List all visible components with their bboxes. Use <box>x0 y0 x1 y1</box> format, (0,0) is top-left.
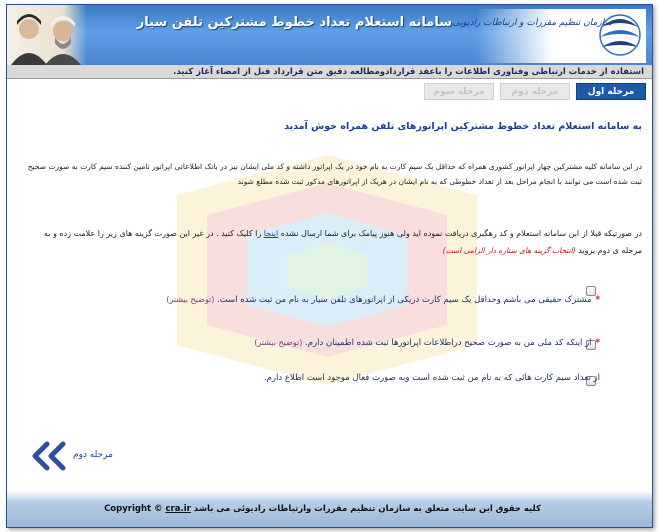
option-2-label: از اینکه کد ملی من به صورت صحیح دراطلاعات اپراتورها ثبت شده اطمینان دارم. <box>305 338 592 348</box>
next-step-button[interactable] <box>29 441 139 471</box>
instruction-text-before: در صورتیکه قبلا از این سامانه استعلام و کد رهگیری دریافت نموده اید ولی هنوز پیامک برای شما ارسال نشده <box>278 229 642 238</box>
tab-step-2: مرحله دوم <box>500 83 570 100</box>
tab-step-3: مرحله سوم <box>424 83 494 100</box>
option-1 <box>7 279 600 309</box>
header-banner <box>7 5 652 65</box>
option-2 <box>7 334 600 352</box>
next-step-label: مرحله دوم <box>73 450 113 460</box>
footer-rights-text: کلیه حقوق این سایت متعلق به سازمان تنظیم مقررات وارتباطات رادیوئی می باشد <box>193 504 541 514</box>
option-1-label: مشترک حقیقی می باشم وحداقل یک سیم کارت دریکی از اپراتورهای تلفن سیار به نام من ثبت شده است. <box>217 295 592 305</box>
required-star: * <box>595 295 600 305</box>
double-chevron-left-icon <box>29 441 71 471</box>
here-link[interactable]: اینجا <box>263 229 279 238</box>
page-frame <box>6 4 653 528</box>
footer-site-link[interactable]: cra.ir <box>165 504 191 514</box>
notice-bar: استفاده از خدمات ارتباطی وفناوری اطلاعات را باعقد قراردادومطالعه دقیق متن قرارداد قبل از امضاء آغاز کنید. <box>7 65 652 79</box>
cra-wave-logo-icon <box>598 9 642 59</box>
required-star: * <box>595 338 600 348</box>
option-3-label: از تعداد سیم کارت هائی که به نام من ثبت شده است وبه صورت فعال موجود است اطلاع دارم. <box>263 373 600 383</box>
logo-text: سازمان تنظیم مقررات و ارتباطات رادیویی <box>452 18 612 28</box>
intro-paragraph: در این سامانه کلیه مشترکین چهار اپراتور کشوری همراه که حداقل یک سیم کارت به نام خود در یک اپراتور داشته و کد ملی ایشان نیز در بانک اطلاعاتی اپراتور تامین کننده سیم کارت به صورت صحیح ثبت شده است می توانند با انجام مراحل بعد از تعداد خطوطی که به نام ایشان در هریک از اپراتورهای مذکور ثبت شده مطلع شوند <box>27 162 642 186</box>
option-1-more-link[interactable]: (توضیح بیشتر) <box>166 295 215 304</box>
main-content <box>25 121 642 255</box>
footer-copyright: Copyright © <box>104 504 163 514</box>
footer <box>7 491 652 527</box>
header-portraits-image <box>7 5 87 65</box>
welcome-heading: به سامانه استعلام تعداد خطوط مشترکین اپراتورهای تلفن همراه خوش آمدید <box>284 121 642 132</box>
step-tabs <box>416 83 646 101</box>
option-3 <box>7 370 600 387</box>
instruction-paragraph <box>25 225 642 259</box>
header-title: سامانه استعلام تعداد خطوط مشترکین تلفن سیار <box>136 15 452 30</box>
option-2-more-link[interactable]: (توضیح بیشتر) <box>254 338 303 347</box>
instruction-text-after: را کلیک کنید . در غیر این صورت گزینه های زیر را علامت زده و به مرحله ی دوم بروید <box>43 229 642 255</box>
required-hint: (انتخاب گزینه های ستاره دار الزامی است) <box>442 246 576 255</box>
cra-logo <box>452 9 646 63</box>
tab-step-1[interactable]: مرحله اول <box>576 83 646 100</box>
